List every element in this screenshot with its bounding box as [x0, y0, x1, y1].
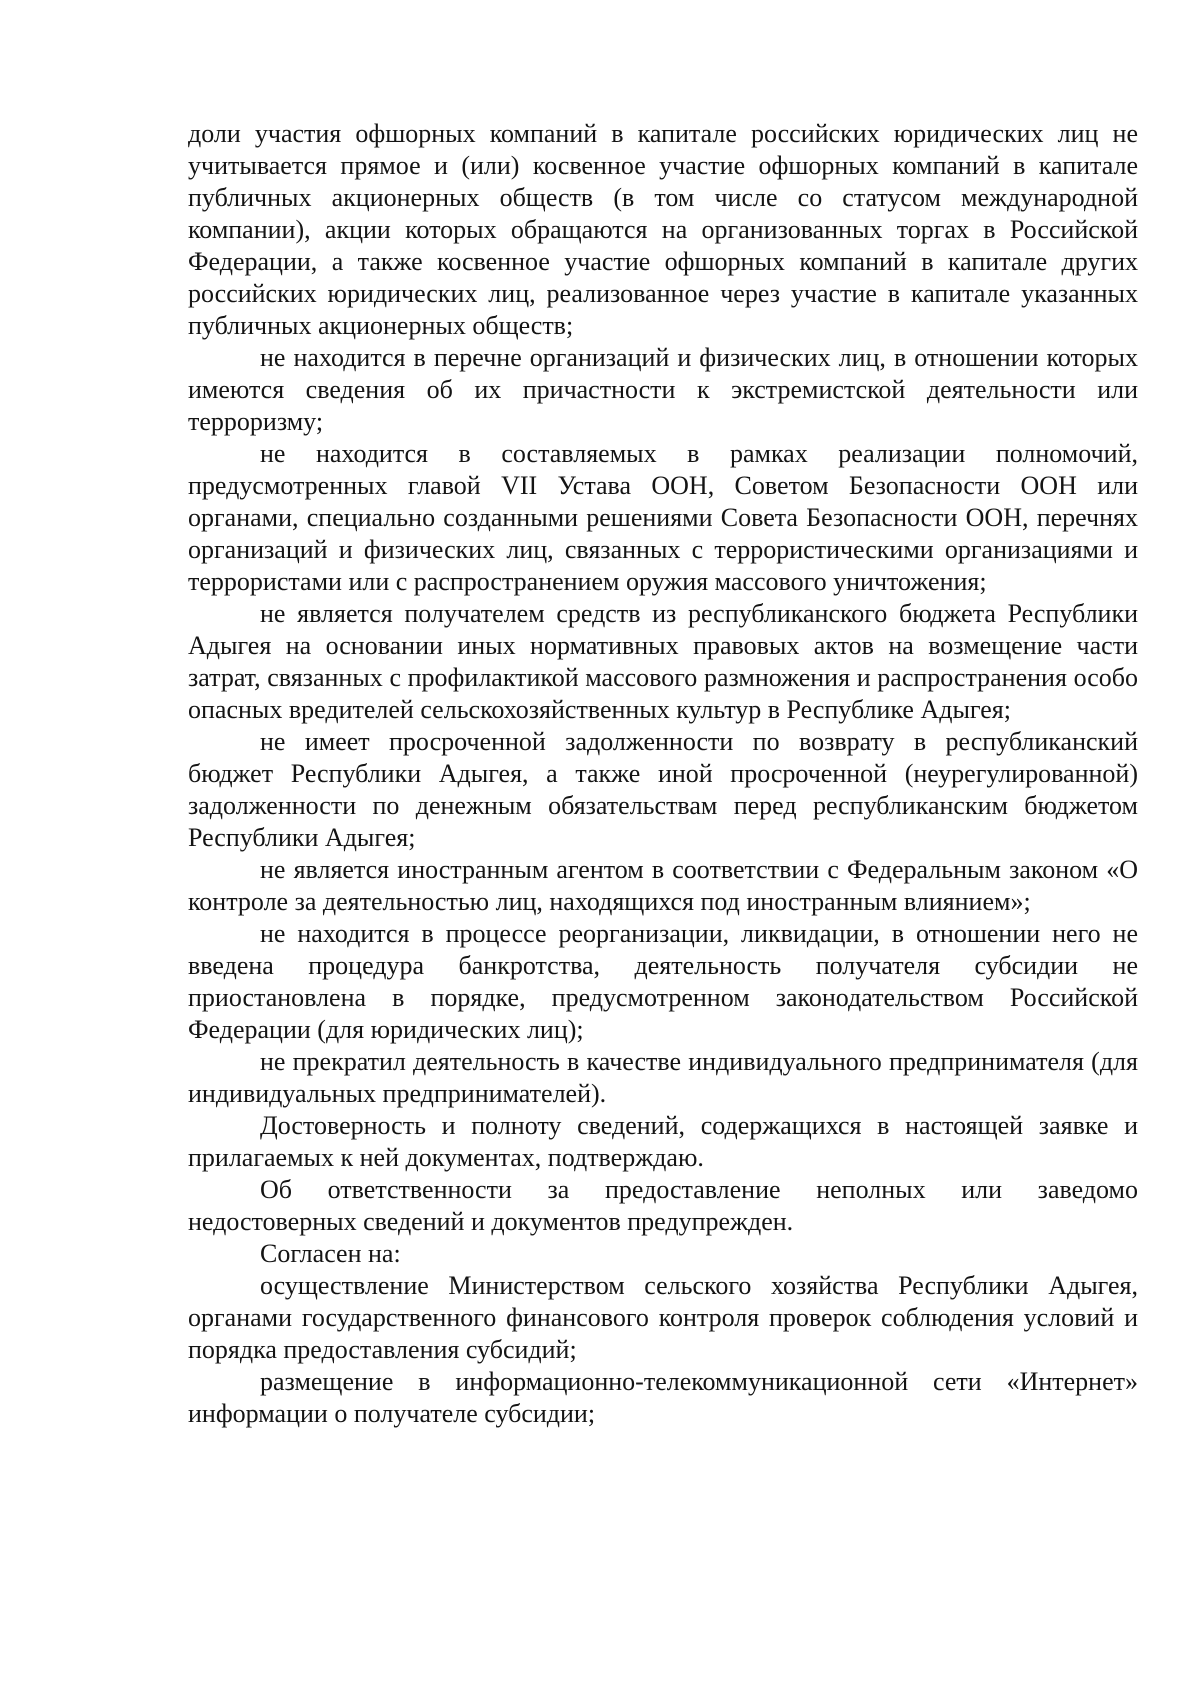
paragraph-consent-inspections: осуществление Министерством сельского хозяйства Республики Адыгея, органами государственного финансового контроля проверок соблюдения условий и порядка предоставления субсидий;	[188, 1271, 1138, 1364]
paragraph-consent-internet: размещение в информационно-телекоммуникационной сети «Интернет» информации о получателе субсидии;	[188, 1367, 1138, 1428]
paragraph-offshore-participation: доли участия офшорных компаний в капитале российских юридических лиц не учитывается прямое и (или) косвенное участие офшорных компаний в капитале публичных акционерных обществ (в том числе со статусом международной компании), акции которых обращаются на организованных торгах в Российской Федерации, а также косвенное участие офшорных компаний в капитале других российских юридических лиц, реализованное через участие в капитале указанных публичных акционерных обществ;	[188, 119, 1138, 340]
paragraph-responsibility-warning: Об ответственности за предоставление неполных или заведомо недостоверных сведений и документов предупрежден.	[188, 1175, 1138, 1236]
paragraph-entrepreneur-activity: не прекратил деятельность в качестве индивидуального предпринимателя (для индивидуальных предпринимателей).	[188, 1047, 1138, 1108]
paragraph-un-sanctions-list: не находится в составляемых в рамках реализации полномочий, предусмотренных главой VII Устава ООН, Советом Безопасности ООН или органами, специально созданными решениями Совета Безопасности ООН, перечнях организаций и физических лиц, связанных с террористическими организациями и террористами или с распространением оружия массового уничтожения;	[188, 439, 1138, 596]
paragraph-consent-heading: Согласен на:	[260, 1239, 401, 1268]
paragraph-budget-recipient: не является получателем средств из республиканского бюджета Республики Адыгея на основании иных нормативных правовых актов на возмещение части затрат, связанных с профилактикой массового размножения и распространения особо опасных вредителей сельскохозяйственных культур в Республике Адыгея;	[188, 599, 1138, 724]
document-body	[188, 118, 1138, 1430]
paragraph-overdue-debt: не имеет просроченной задолженности по возврату в республиканский бюджет Республики Адыгея, а также иной просроченной (неурегулированной) задолженности по денежным обязательствам перед республиканским бюджетом Республики Адыгея;	[188, 727, 1138, 852]
paragraph-foreign-agent: не является иностранным агентом в соответствии с Федеральным законом «О контроле за деятельностью лиц, находящихся под иностранным влиянием»;	[188, 855, 1138, 916]
paragraph-reliability-confirmation: Достоверность и полноту сведений, содержащихся в настоящей заявке и прилагаемых к ней документах, подтверждаю.	[188, 1111, 1138, 1172]
paragraph-reorganization: не находится в процессе реорганизации, ликвидации, в отношении него не введена процедура банкротства, деятельность получателя субсидии не приостановлена в порядке, предусмотренном законодательством Российской Федерации (для юридических лиц);	[188, 919, 1138, 1044]
paragraph-extremism-list: не находится в перечне организаций и физических лиц, в отношении которых имеются сведения об их причастности к экстремистской деятельности или терроризму;	[188, 343, 1138, 436]
